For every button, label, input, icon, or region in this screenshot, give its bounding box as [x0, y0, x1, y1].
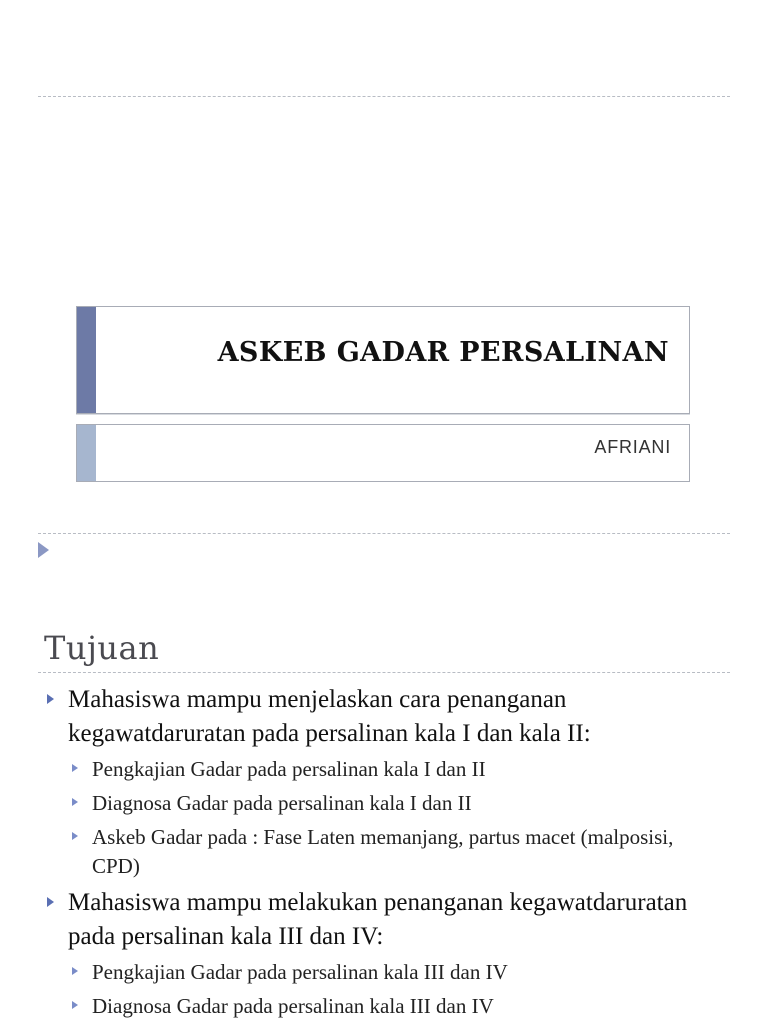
sub-list-item-text: Pengkajian Gadar pada persalinan kala I dan II	[92, 757, 486, 781]
triangle-bullet-icon	[47, 897, 54, 907]
list-item	[68, 886, 708, 954]
triangle-bullet-icon	[72, 832, 78, 840]
sub-list-item	[92, 755, 692, 784]
title-placeholder	[76, 306, 690, 414]
content-heading: Tujuan	[44, 629, 160, 667]
sub-list-item	[92, 823, 692, 881]
sub-list-item	[92, 789, 692, 818]
title-accent-bar	[77, 307, 96, 413]
sub-list-item-text: Askeb Gadar pada : Fase Laten memanjang, partus macet (malposisi, CPD)	[92, 825, 674, 878]
heading-divider	[38, 672, 730, 673]
triangle-bullet-icon	[72, 764, 78, 772]
triangle-bullet-icon	[72, 967, 78, 975]
sub-list-item-text: Diagnosa Gadar pada persalinan kala I dan II	[92, 791, 472, 815]
slide-title: ASKEB GADAR PERSALINAN	[217, 337, 669, 368]
sub-list-item-text: Pengkajian Gadar pada persalinan kala III dan IV	[92, 960, 508, 984]
triangle-bullet-icon	[47, 694, 54, 704]
sub-list-item-text: Diagnosa Gadar pada persalinan kala III dan IV	[92, 994, 494, 1018]
list-item-text: Mahasiswa mampu menjelaskan cara penanganan kegawatdaruratan pada persalinan kala I dan kala II:	[68, 686, 591, 747]
sub-list-item	[92, 992, 692, 1021]
triangle-bullet-icon	[72, 798, 78, 806]
list-item	[68, 683, 708, 751]
triangle-bullet-icon	[72, 1001, 78, 1009]
slide-top-divider	[38, 96, 730, 97]
subtitle-placeholder	[76, 424, 690, 482]
subtitle-accent-bar	[77, 425, 96, 481]
list-item-text: Mahasiswa mampu melakukan penanganan kegawatdaruratan pada persalinan kala III dan IV:	[68, 889, 688, 950]
slide-subtitle: AFRIANI	[594, 437, 671, 457]
slide-separator-divider	[38, 533, 730, 534]
play-triangle-icon	[38, 542, 49, 558]
bullet-list	[0, 683, 768, 1021]
sub-list-item	[92, 958, 692, 987]
